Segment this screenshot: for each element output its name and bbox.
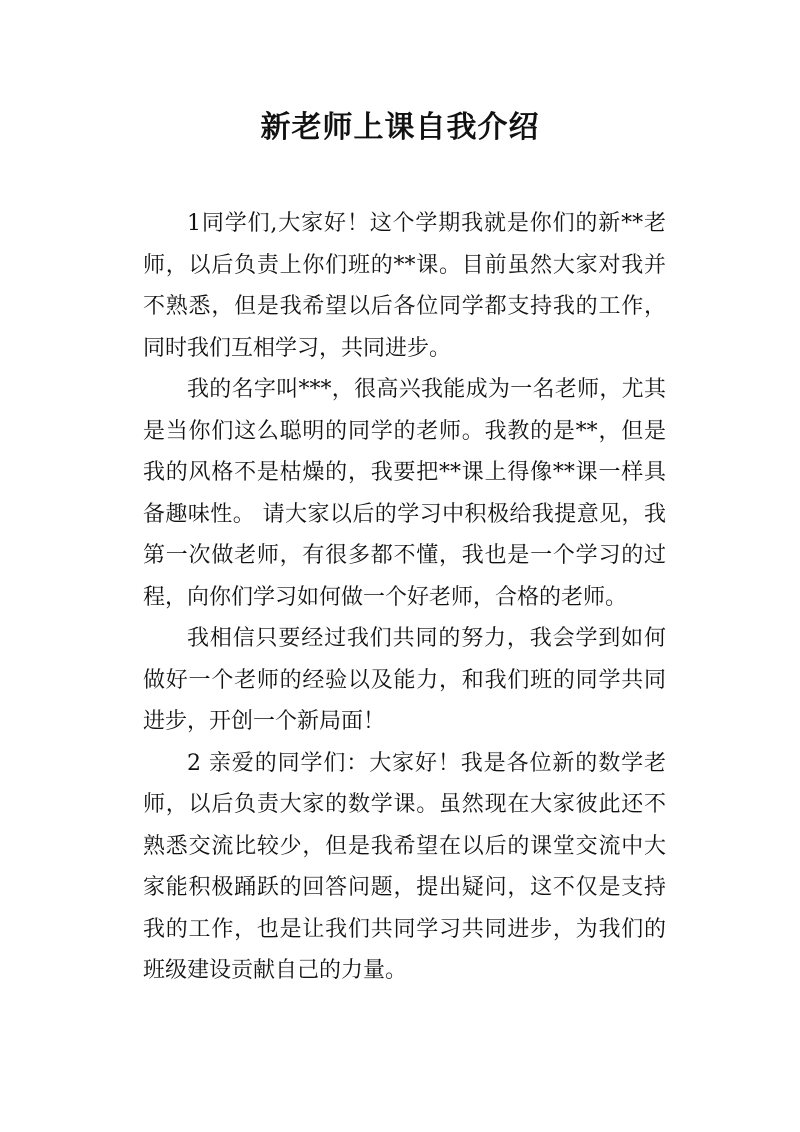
- paragraph-1: 1同学们,大家好！这个学期我就是你们的新**老师，以后负责上你们班的**课。目前虽然大家对我并不熟悉，但是我希望以后各位同学都支持我的工作，同时我们互相学习，共同进步。: [143, 211, 666, 361]
- paragraph-2: 我的名字叫***，很高兴我能成为一名老师，尤其是当你们这么聪明的同学的老师。我教的是**，但是我的风格不是枯燥的，我要把**课上得像**课一样具备趣味性。 请大家以后的学习中积极给我提意见，我第一次做老师，有很多都不懂，我也是一个学习的过程，向你们学习如何做一个好老师，合格的老师。: [143, 377, 666, 610]
- paragraph-3: 我相信只要经过我们共同的努力，我会学到如何做好一个老师的经验以及能力，和我们班的同学共同进步，开创一个新局面！: [143, 626, 666, 734]
- document-title: 新老师上课自我介绍: [260, 110, 540, 145]
- paragraph-4: 2 亲爱的同学们：大家好！我是各位新的数学老师，以后负责大家的数学课。虽然现在大家彼此还不熟悉交流比较少，但是我希望在以后的课堂交流中大家能积极踊跃的回答问题，提出疑问，这不仅是支持我的工作，也是让我们共同学习共同进步，为我们的班级建设贡献自己的力量。: [143, 750, 666, 983]
- document-body: [143, 203, 666, 992]
